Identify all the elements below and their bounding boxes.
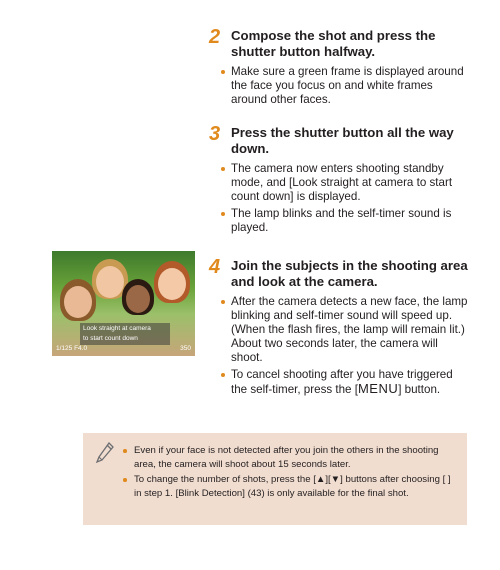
child-face (158, 268, 186, 300)
note-list (123, 444, 458, 502)
step-3-bullets (221, 162, 471, 235)
child-face (126, 285, 150, 313)
exposure-readout: 1/125 F4.0 (56, 344, 88, 352)
bullet-item: After the camera detects a new face, the lamp blinking and self-timer sound will speed up. (When the flash fires, the lamp will remain lit.) About two seconds later, the camera will shoot. (221, 295, 471, 365)
pencil-icon (95, 441, 115, 465)
child-face (96, 266, 124, 298)
step-4 (209, 258, 479, 400)
shots-remaining: 350 (180, 344, 191, 352)
countdown-message (80, 323, 170, 345)
step-number: 4 (209, 256, 221, 278)
step-number: 2 (209, 26, 221, 48)
menu-button-label: MENU (357, 381, 399, 396)
overlay-line: Look straight at camera (83, 325, 151, 332)
note-item: Even if your face is not detected after you join the others in the shooting area, the camera will shoot about 15 seconds later. (123, 444, 458, 471)
note-item: To change the number of shots, press the [▲][▼] buttons after choosing [ ] in step 1. [Blink Detection] (43) is only available for the final shot. (123, 473, 458, 500)
step-number: 3 (209, 123, 221, 145)
step-title: Compose the shot and press the shutter button halfway. (231, 28, 436, 59)
child-face (64, 286, 92, 318)
bullet-item: Make sure a green frame is displayed around the face you focus on and white frames around other faces. (221, 65, 471, 107)
bullet-item: The lamp blinks and the self-timer sound is played. (221, 207, 471, 235)
cancel-text-before: To cancel shooting after you have triggered the self-timer, press the [ (231, 368, 453, 396)
cancel-text-after: ] button. (398, 383, 441, 396)
step-4-bullets (221, 295, 471, 397)
step-2-bullets (221, 65, 471, 107)
bullet-item: The camera now enters shooting standby mode, and [Look straight at camera to start count down] is displayed. (221, 162, 471, 204)
bullet-item-cancel (221, 368, 471, 397)
camera-status-bar (56, 343, 191, 353)
step-3-heading (209, 125, 479, 157)
step-4-heading (209, 258, 479, 290)
step-2 (209, 28, 479, 110)
step-3 (209, 125, 479, 238)
step-title: Press the shutter button all the way down. (231, 125, 454, 156)
overlay-line: to start count down (83, 335, 138, 342)
note-box (83, 433, 467, 525)
step-title: Join the subjects in the shooting area and look at the camera. (231, 258, 468, 289)
step-2-heading (209, 28, 479, 60)
camera-screen-photo (52, 251, 195, 356)
